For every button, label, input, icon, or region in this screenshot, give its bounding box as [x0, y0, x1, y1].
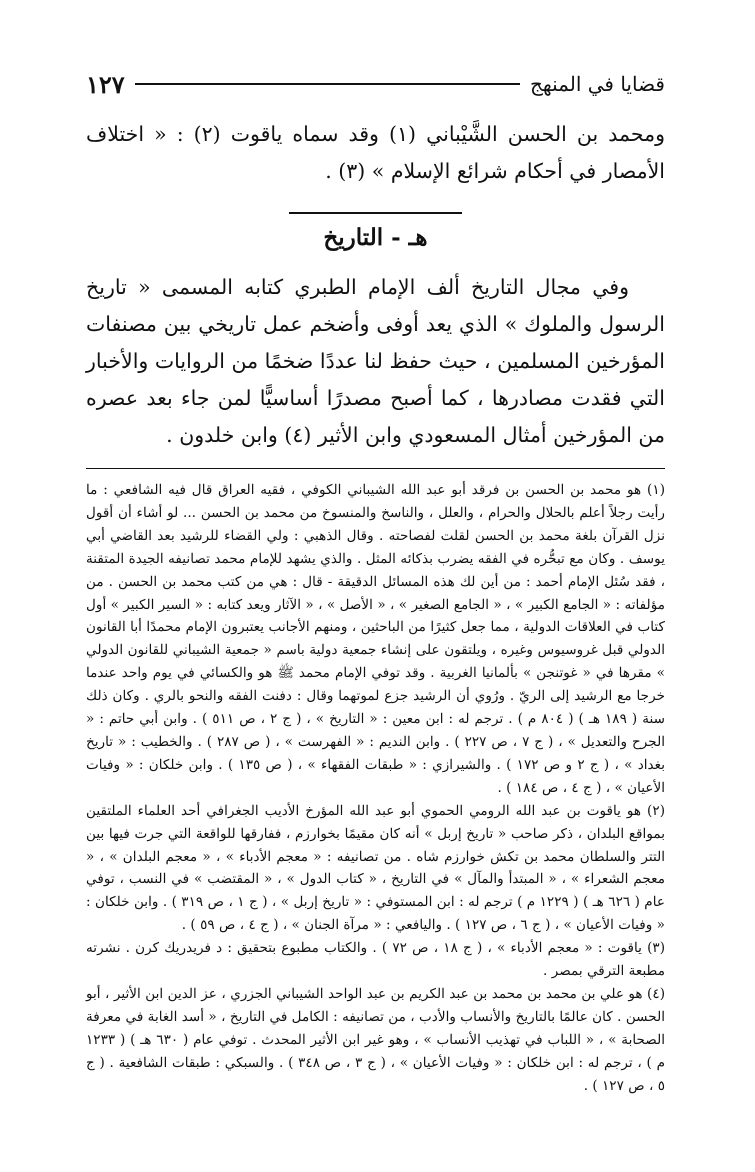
body-paragraph-2: وفي مجال التاريخ ألف الإمام الطبري كتابه المسمى « تاريخ الرسول والملوك » الذي يعد أوفى وأضخم عمل تاريخي بين مصنفات المؤرخين المسلمين ، حيث حفظ لنا عددًا ضخمًا من الروايات والأخبار التي فقدت مصادرها ، كما أصبح مصدرًا أساسيًّا لمن جاء بعد عصره من المؤرخين أمثال المسعودي وابن الأثير (٤) وابن خلدون . [86, 275, 665, 447]
footnote-3: (٣) ياقوت : « معجم الأدباء » ، ( ج ١٨ ، ص ٧٢ ) . والكتاب مطبوع بتحقيق : د فريدريك كرن . نشرته مطبعة الترقي بمصر . [86, 940, 666, 980]
footnote-1: (١) هو محمد بن الحسن بن فرقد أبو عبد الله الشيباني الكوفي ، فقيه العراق قال فيه الشافعي : ما رأيت رجلاً أعلم بالحلال والحرام ، والعلل ، والناسخ والمنسوخ من محمد بن الحسن ... لو أشاء أن أقول نزل القرآن بلغة محمد بن الحسن لقلت لفصاحته . وقال الذهبي : ولي القضاء للرشيد بعد القاضي أبي يوسف . وكان مع تبحُّره في الفقه يضرب بذكائه المثل . والذي يشهد للإمام محمد تصانيفه الجيدة المتقنة ، فقد سُئل الإمام أحمد : من أين لك هذه المسائل الدقيقة - قال : هي من كتب محمد بن الحسن . من مؤلفاته : « الجامع الكبير » ، « الجامع الصغير » ، « الأصل » ، « الآثار ويعد كتابه : « السير الكبير » أول كتاب في العلاقات الدولية ، مما جعل كثيرًا من الباحثين ، ومنهم الأجانب يعتبرون الإمام محمدًا أبا القانون الدولي قبل غروسيوس وغيره ، ويلتقون على إنشاء جمعية دولية باسم « جمعية الشيباني للقانون الدولي » مقرها في « غوتنجن » بألمانيا الغربية . وقد توفي الإمام محمد ﷺ هو والكسائي في يوم واحد عندما خرجا مع الرشيد إلى الريّ . ورُوي أن الرشيد جزع لموتهما وقال : دفنت الفقه والنحو بالري . وكان ذلك سنة ( ١٨٩ هـ ) ( ٨٠٤ م ) . ترجم له : ابن معين : « التاريخ » ، ( ج ٢ ، ص ٥١١ ) . وابن أبي حاتم : « الجرح والتعديل » ، ( ج ٧ ، ص ٢٢٧ ) . وابن النديم : « الفهرست » ، ( ص ٢٨٧ ) . والخطيب : « تاريخ بغداد » ، ( ج ٢ و ص ١٧٢ ) . والشيرازي : « طبقات الفقهاء » ، ( ص ١٣٥ ) . وابن خلكان : « وفيات الأعيان » ، ( ج ٤ ، ص ١٨٤ ) . [86, 482, 665, 796]
page-number: ١٢٧ [86, 69, 125, 99]
section-heading-wrap [86, 212, 665, 255]
section-heading: هـ - التاريخ [289, 212, 461, 255]
footnote-separator [86, 468, 665, 469]
running-title: قضايا في المنهج [530, 72, 665, 96]
header-rule [135, 83, 520, 85]
body-paragraph-1: ومحمد بن الحسن الشَّيْباني (١) وقد سماه ياقوت (٢) : « اختلاف الأمصار في أحكام شرائع الإسلام » (٣) . [86, 122, 665, 183]
running-head [86, 66, 665, 102]
footnote-2: (٢) هو ياقوت بن عبد الله الرومي الحموي أبو عبد الله المؤرخ الأديب الجغرافي أحد العلماء الملتقين بمواقع البلدان ، ذكر صاحب « تاريخ إربل » أنه كان مقيمًا بخوارزم ، ففارقها للواقعة التي جرت فيها بين التتر والسلطان محمد بن تكش خوارزم شاه . من تصانيفه : « معجم الأدباء » ، « معجم البلدان » ، « معجم الشعراء » ، « المبتدأ والمآل » في التاريخ ، « كتاب الدول » ، « المقتضب » في النسب ، توفي عام ( ٦٢٦ هـ ) ( ١٢٢٩ م ) ترجم له : ابن المستوفي : « تاريخ إربل » ، ( ج ١ ، ص ٣١٩ ) . وابن خلكان : « وفيات الأعيان » ، ( ج ٦ ، ص ١٢٧ ) . واليافعي : « مرآة الجنان » ، ( ج ٤ ، ص ٥٩ ) . [86, 802, 665, 934]
footnote-4: (٤) هو علي بن محمد بن محمد بن عبد الكريم بن عبد الواحد الشيباني الجزري ، عز الدين ابن الأثير ، أبو الحسن . كان عالمًا بالتاريخ والأنساب والأدب ، من تصانيفه : الكامل في التاريخ ، « أسد الغابة في معرفة الصحابة » ، « اللباب في تهذيب الأنساب » ، وهو غير ابن الأثير المحدث . توفي عام ( ٦٣٠ هـ ) ( ١٢٣٣ م ) ، ترجم له : ابن خلكان : « وفيات الأعيان » ، ( ج ٣ ، ص ٣٤٨ ) . والسبكي : طبقات الشافعية . ( ج ٥ ، ص ١٢٧ ) . [86, 985, 665, 1094]
